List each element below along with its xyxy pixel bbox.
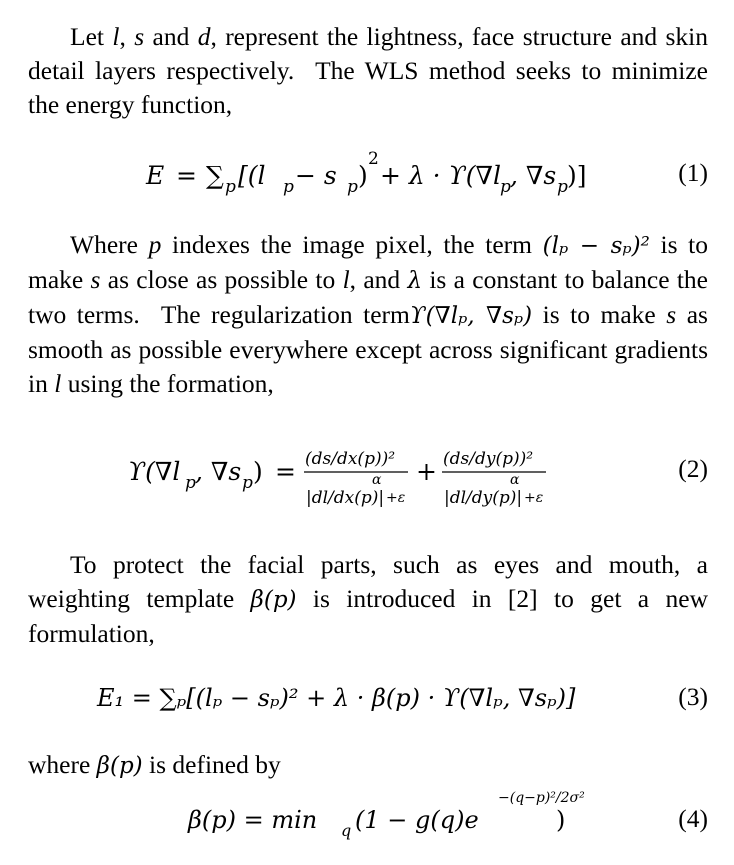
svg-text:β(p) = min: β(p) = min — [188, 806, 318, 834]
svg-text:(ds/dy(p))²: (ds/dy(p))² — [443, 449, 534, 469]
svg-text:− s: − s — [295, 161, 337, 190]
equation-4 — [0, 784, 734, 854]
equation-2 — [0, 428, 734, 518]
svg-text:): ) — [556, 806, 566, 834]
paragraph-4: where β(p) is defined by — [28, 750, 281, 779]
svg-text:(ds/dx(p))²: (ds/dx(p))² — [305, 449, 396, 469]
svg-text:2: 2 — [368, 149, 379, 169]
svg-text:ϒ(∇l: ϒ(∇l — [128, 457, 181, 486]
svg-text:p: p — [225, 177, 236, 197]
svg-text:+ε: +ε — [524, 490, 544, 506]
eq3-number: (3) — [678, 682, 708, 711]
paragraph-1: Let l, s and d, represent the lightness, face structure and skin detail layers respectively. The WLS method seeks to minimize the energy function, — [28, 22, 709, 119]
svg-text:(1 − g(q)e: (1 − g(q)e — [355, 806, 479, 834]
svg-text:−(q−p)²/2σ²: −(q−p)²/2σ² — [498, 790, 585, 806]
svg-text:+: + — [416, 457, 437, 486]
paragraph-3: To protect the facial parts, such as eyes and mouth, a weighting template β(p) is introduced in [2] to get a new formulation, — [28, 550, 708, 648]
svg-text:α: α — [510, 472, 520, 488]
svg-text:p: p — [347, 177, 358, 197]
svg-text:p: p — [185, 473, 196, 493]
svg-text:=: = — [176, 161, 197, 190]
svg-text:+ λ · ϒ(∇l: + λ · ϒ(∇l — [380, 161, 501, 190]
svg-text:|dl/dx(p)|: |dl/dx(p)| — [306, 488, 385, 508]
svg-text:|dl/dy(p)|: |dl/dy(p)| — [444, 488, 523, 508]
svg-text:p: p — [283, 177, 294, 197]
svg-text:, ∇s: , ∇s — [510, 161, 557, 190]
svg-text:p: p — [242, 473, 253, 493]
svg-text:, ∇s: , ∇s — [195, 457, 242, 486]
svg-text:): ) — [253, 457, 263, 486]
svg-text:q: q — [341, 821, 352, 840]
svg-text:): ) — [358, 161, 368, 190]
eq1-number: (1) — [678, 158, 708, 187]
svg-text:=: = — [275, 457, 296, 486]
equation-3 — [0, 676, 734, 736]
svg-text:p: p — [500, 177, 511, 197]
svg-text:α: α — [372, 472, 382, 488]
eq4-number: (4) — [678, 804, 708, 833]
eq1-lhs: E — [146, 161, 165, 190]
paragraph-2: Where p indexes the image pixel, the term (lₚ − sₚ)² is to make s as close as possible to l, and λ is a constant to balance the two terms. The regularization termϒ(∇lₚ, ∇sₚ) is to make s as smooth as possible everywhere except across significant gradients in l using the formation, — [28, 230, 708, 398]
svg-text:[(l: [(l — [238, 161, 266, 190]
svg-text:+ε: +ε — [386, 490, 406, 506]
equation-1 — [0, 150, 734, 210]
svg-text:∑: ∑ — [206, 161, 224, 190]
svg-text:)]: )] — [567, 161, 587, 190]
eq3-body: E₁ = ∑ₚ[(lₚ − sₚ)² + λ · β(p) · ϒ(∇lₚ, ∇sₚ)] — [97, 684, 576, 712]
svg-text:p: p — [557, 177, 568, 197]
eq2-number: (2) — [678, 454, 708, 483]
